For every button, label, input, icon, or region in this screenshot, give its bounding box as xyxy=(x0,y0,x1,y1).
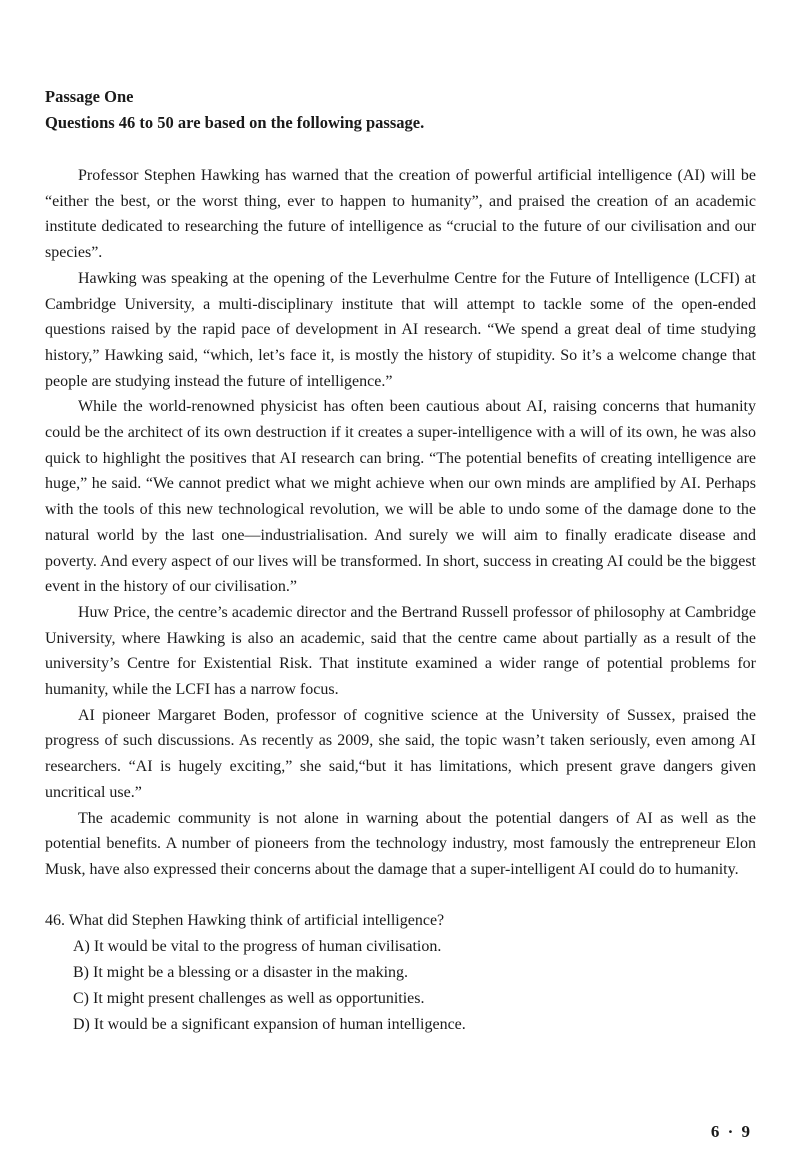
passage-body xyxy=(45,163,756,883)
question-46 xyxy=(45,908,756,1038)
paragraph: Professor Stephen Hawking has warned that the creation of powerful artificial intelligence (AI) will be “either the best, or the worst thing, ever to happen to humanity”, and praised the creation of an academic institute dedicated to researching the future of intelligence as “crucial to the future of our civilisation and our species”. xyxy=(45,167,756,262)
page-number: 6 · 9 xyxy=(710,1122,752,1141)
option-a: A) It would be vital to the progress of human civilisation. xyxy=(73,937,442,955)
page-content xyxy=(45,84,756,1038)
paragraph: Huw Price, the centre’s academic director and the Bertrand Russell professor of philosophy at Cambridge University, where Hawking is also an academic, said that the centre came about partially as a result of the university’s Centre for Existential Risk. That institute examined a wider range of potential problems for humanity, while the LCFI has a narrow focus. xyxy=(45,603,756,699)
passage-title: Passage One xyxy=(45,87,134,106)
question-stem: 46. What did Stephen Hawking think of artificial intelligence? xyxy=(45,911,445,929)
option-c: C) It might present challenges as well as opportunities. xyxy=(73,989,425,1007)
paragraph: The academic community is not alone in warning about the potential dangers of AI as well as the potential benefits. A number of pioneers from the technology industry, most famously the entrepreneur Elon Musk, have also expressed their concerns about the damage that a super-intelligent AI could do to humanity. xyxy=(45,809,756,878)
option-d: D) It would be a significant expansion of human intelligence. xyxy=(73,1015,466,1033)
passage-instructions: Questions 46 to 50 are based on the following passage. xyxy=(45,113,425,132)
paragraph: AI pioneer Margaret Boden, professor of cognitive science at the University of Sussex, praised the progress of such discussions. As recently as 2009, she said, the topic wasn’t taken seriously, even among AI researchers. “AI is hugely exciting,” she said,“but it has limitations, which present grave dangers given uncritical use.” xyxy=(45,706,756,801)
paragraph: While the world-renowned physicist has often been cautious about AI, raising concerns that humanity could be the architect of its own destruction if it creates a super-intelligence with a will of its own, he was also quick to highlight the positives that AI research can bring. “The potential benefits of creating intelligence are huge,” he said. “We cannot predict what we might achieve when our own minds are amplified by AI. Perhaps with the tools of this new technological revolution, we will be able to undo some of the damage done to the natural world by the last one—industrialisation. And surely we will aim to finally eradicate disease and poverty. And every aspect of our lives will be transformed. In short, success in creating AI could be the biggest event in the history of our civilisation.” xyxy=(45,398,756,596)
paragraph: Hawking was speaking at the opening of the Leverhulme Centre for the Future of Intelligence (LCFI) at Cambridge University, a multi-disciplinary institute that will attempt to tackle some of the open-ended questions raised by the rapid pace of development in AI research. “We spend a great deal of time studying history,” Hawking said, “which, let’s face it, is mostly the history of stupidity. So it’s a welcome change that people are studying instead the future of intelligence.” xyxy=(45,269,756,390)
option-b: B) It might be a blessing or a disaster in the making. xyxy=(73,963,409,981)
